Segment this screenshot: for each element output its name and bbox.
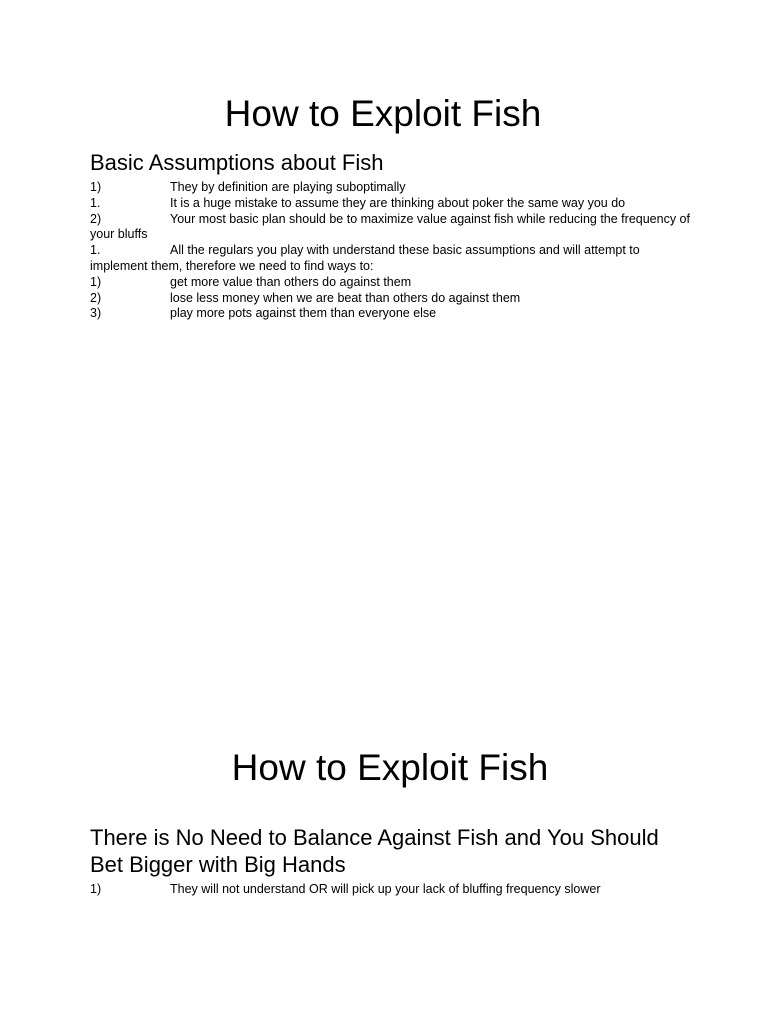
list-item [90, 196, 690, 212]
list-item [90, 243, 690, 275]
list-item-number: 3) [90, 306, 102, 321]
slide-title: How to Exploit Fish [224, 93, 542, 134]
list-item-text: lose less money when we are beat than others do against them [170, 290, 521, 305]
slide-title: How to Exploit Fish [231, 747, 549, 788]
slide-content [90, 824, 690, 898]
list-item-text: It is a huge mistake to assume they are thinking about poker the same way you do [170, 195, 626, 210]
list-item-text: play more pots against them than everyone else [170, 306, 437, 321]
list-item-number: 1) [90, 180, 102, 194]
list-item-text: get more value than others do against them [170, 274, 412, 289]
slide-content [90, 150, 690, 322]
list-item [90, 306, 690, 322]
list-item-number: 1) [90, 274, 102, 289]
list-item [90, 212, 690, 244]
list-item [90, 882, 690, 898]
list-item [90, 275, 690, 291]
list-item-number: 2) [90, 211, 102, 226]
list-item-text: Your most basic plan should be to maximize value against fish while reducing the frequency of your bluffs [90, 211, 690, 242]
list-item-text: All the regulars you play with understand these basic assumptions and will attempt to implement them, therefore we need to find ways to: [90, 243, 640, 273]
list-item [90, 180, 690, 196]
slide-2 [0, 700, 768, 1024]
section-heading: Basic Assumptions about Fish [90, 150, 384, 175]
list-item-number: 1. [90, 243, 101, 258]
list-item-text: They by definition are playing suboptimally [170, 180, 406, 194]
list-item-text: They will not understand OR will pick up your lack of bluffing frequency slower [170, 882, 601, 896]
list-item [90, 291, 690, 307]
section-heading: There is No Need to Balance Against Fish and You Should Bet Bigger with Big Hands [90, 825, 659, 877]
list-item-number: 1) [90, 882, 102, 896]
list-item-number: 1. [90, 195, 101, 210]
list-item-number: 2) [90, 290, 102, 305]
